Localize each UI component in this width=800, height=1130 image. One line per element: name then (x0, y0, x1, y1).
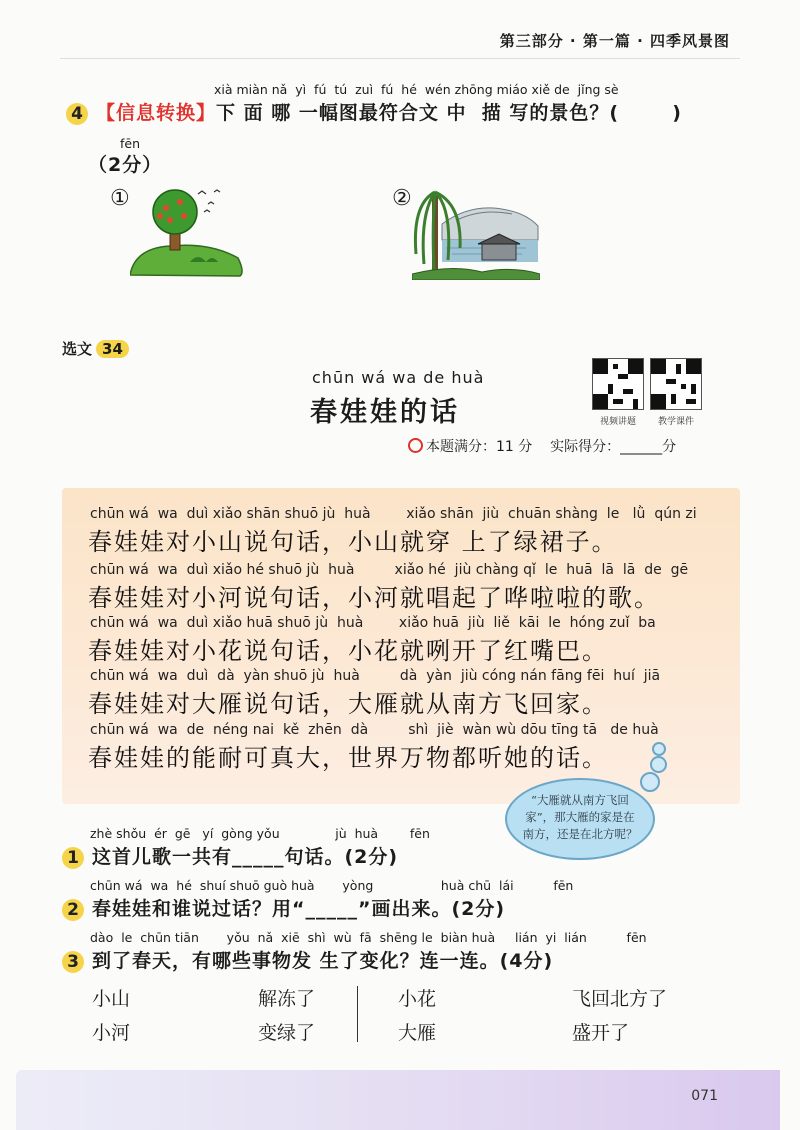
match-item-left[interactable]: 小花 (398, 988, 437, 1010)
option-1-marker: ① (110, 186, 130, 211)
poem-line-3-pinyin: chūn wá wa duì xiǎo huā shuō jù huà xiǎo huā jiù liě kāi le hóng zuǐ ba (90, 615, 656, 631)
poem-line-4: 春娃娃对大雁说句话，大雁就从南方飞回家。 (88, 690, 608, 718)
q4-number: 4 (66, 103, 88, 125)
q3-row (62, 946, 553, 973)
footer-strip (16, 1070, 780, 1130)
poem-line-1-pinyin: chūn wá wa duì xiǎo shān shuō jù huà xiǎo shān jiù chuān shàng le lǜ qún zi (90, 506, 697, 522)
thought-bubble: “大雁就从南方飞回家”，那大雁的家是在南方，还是在北方呢？ (505, 778, 655, 860)
match-item-right[interactable]: 解冻了 (258, 988, 316, 1010)
q2-text: 春娃娃和谁说过话？用“_____”画出来。(2分) (92, 898, 506, 920)
qr-video-label: 视频讲题 (599, 417, 636, 427)
q2-pinyin: chūn wá wa hé shuí shuō guò huà yòng huà chū lái fēn (90, 878, 574, 893)
poem-line-5-pinyin: chūn wá wa de néng nai kě zhēn dà shì jiè wàn wù dōu tīng tā de huà (90, 722, 659, 738)
q1-text: 这首儿歌一共有_____句话。(2分) (92, 846, 399, 868)
qr-courseware-label: 教学课件 (657, 417, 694, 427)
bubble-dot (650, 756, 667, 773)
qr-courseware[interactable] (648, 358, 704, 427)
match-item-right[interactable]: 盛开了 (572, 1022, 630, 1044)
option-2-marker: ② (392, 186, 412, 211)
score-text: 本题满分：11 分 实际得分：______分 (426, 439, 677, 455)
q4-row (66, 98, 682, 125)
match-divider (357, 986, 358, 1042)
qr-code-icon (592, 358, 644, 410)
qr-video[interactable] (590, 358, 646, 427)
q1-row (62, 842, 398, 869)
q4-text: 下 面 哪 一幅图最符合文 中 描 写的景色？( ) (216, 102, 682, 124)
tree-illustration[interactable] (130, 180, 245, 280)
bubble-dot (640, 772, 660, 792)
match-item-left[interactable]: 小河 (92, 1022, 131, 1044)
match-item-right[interactable]: 变绿了 (258, 1022, 316, 1044)
clock-icon (408, 438, 423, 453)
passage-title: 春娃娃的话 (310, 397, 460, 428)
qr-code-icon (650, 358, 702, 410)
poem-line-5: 春娃娃的能耐可真大，世界万物都听她的话。 (88, 744, 608, 772)
passage-label (62, 338, 129, 359)
q4-text-2: （2分） (88, 154, 163, 176)
match-item-left[interactable]: 大雁 (398, 1022, 437, 1044)
q4-pinyin-2: fēn (120, 136, 141, 151)
passage-number: 34 (96, 340, 129, 358)
poem-line-2: 春娃娃对小河说句话，小河就唱起了哗啦啦的歌。 (88, 584, 660, 612)
poem-line-1: 春娃娃对小山说句话，小山就穿 上了绿裙子。 (88, 528, 618, 556)
q1-pinyin: zhè shǒu ér gē yí gòng yǒu jù huà fēn (90, 826, 430, 841)
header-divider (60, 58, 740, 59)
title-pinyin: chūn wá wa de huà (312, 368, 485, 387)
match-item-left[interactable]: 小山 (92, 988, 131, 1010)
header-breadcrumb: 第三部分 · 第一篇 · 四季风景图 (499, 32, 730, 50)
q3-number: 3 (62, 951, 84, 973)
passage-label-text: 选文 (62, 340, 93, 358)
poem-line-3: 春娃娃对小花说句话，小花就咧开了红嘴巴。 (88, 637, 608, 665)
q2-row (62, 894, 505, 921)
q3-pinyin: dào le chūn tiān yǒu nǎ xiē shì wù fā shēng le biàn huà lián yi lián fēn (90, 930, 647, 945)
match-item-right[interactable]: 飞回北方了 (572, 988, 668, 1010)
q2-number: 2 (62, 899, 84, 921)
q1-number: 1 (62, 847, 84, 869)
q3-text: 到了春天，有哪些事物发 生了变化？连一连。(4分) (92, 950, 554, 972)
bubble-dot (652, 742, 666, 756)
poem-line-2-pinyin: chūn wá wa duì xiǎo hé shuō jù huà xiǎo hé jiù chàng qǐ le huā lā lā de gē (90, 562, 689, 578)
q4-pinyin: xià miàn nǎ yì fú tú zuì fú hé wén zhōng miáo xiě de jǐng sè (214, 82, 619, 97)
q4-tag: 【信息转换】 (96, 102, 217, 124)
willow-river-illustration[interactable] (412, 184, 540, 280)
poem-line-4-pinyin: chūn wá wa duì dà yàn shuō jù huà dà yàn jiù cóng nán fāng fēi huí jiā (90, 668, 661, 684)
page-number: 071 (691, 1088, 718, 1104)
score-line (408, 436, 676, 456)
